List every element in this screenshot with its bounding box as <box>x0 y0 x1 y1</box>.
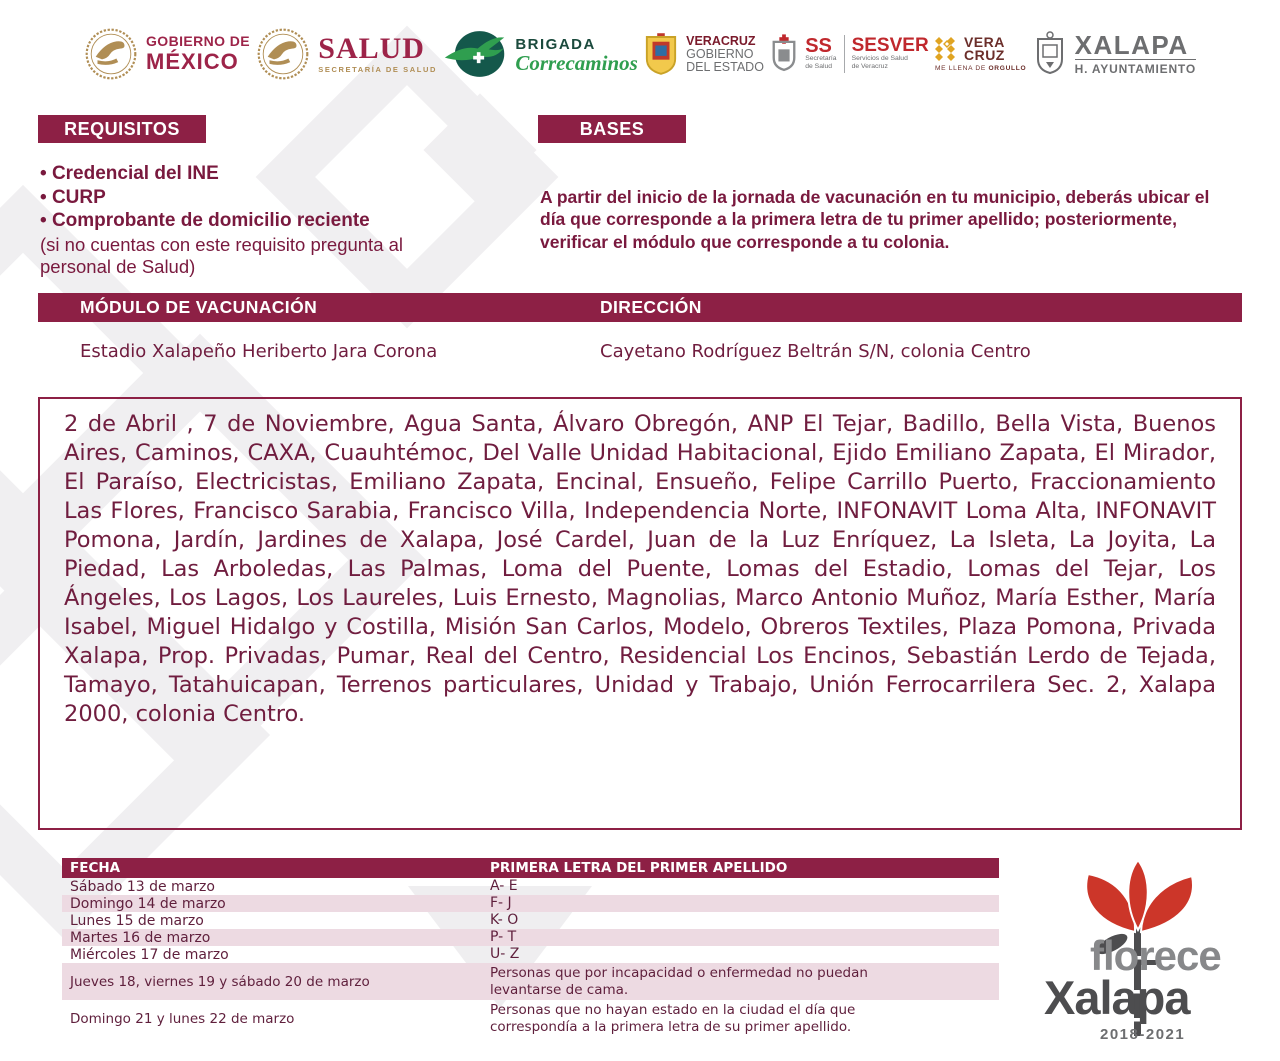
de-veracruz-label: de Veracruz <box>851 63 888 70</box>
mexico-label: MÉXICO <box>146 49 239 74</box>
veracruz-shield-icon <box>644 32 678 76</box>
xalapa-shield-icon <box>1033 31 1067 77</box>
gobierno-label: GOBIERNO <box>686 46 754 61</box>
veracruz-orgullo-logo <box>935 36 1026 72</box>
schedule-row: Sábado 13 de marzo A- E <box>70 878 518 895</box>
salud-shield-icon <box>770 34 798 74</box>
module-table-header <box>38 293 1242 322</box>
address-column-header: DIRECCIÓN <box>600 297 702 317</box>
xalapa-ayuntamiento-logo <box>1033 31 1196 77</box>
florece-label: florece <box>1090 932 1221 979</box>
secretaria-label: Secretaría <box>805 55 837 62</box>
cruz-label: CRUZ <box>963 46 1005 63</box>
letra-column-header: PRIMERA LETRA DEL PRIMER APELLIDO <box>490 859 788 876</box>
roadrunner-bird-icon <box>443 28 507 80</box>
mexico-eagle-seal-icon <box>84 27 138 81</box>
xalapa-label: XALAPA <box>1074 29 1189 60</box>
requisitos-list <box>40 162 490 279</box>
schedule-row: Lunes 15 de marzo K- O <box>70 912 519 929</box>
veracruz-gobierno-logo <box>644 32 764 76</box>
requisitos-badge: REQUISITOS <box>38 115 206 143</box>
schedule-row: Domingo 14 de marzo F- J <box>62 895 999 912</box>
module-table-row <box>38 341 1242 362</box>
brigada-label: BRIGADA <box>515 35 596 53</box>
colonias-box <box>38 397 1242 830</box>
schedule-row: Martes 16 de marzo P- T <box>62 929 999 946</box>
servicios-salud-label: Servicios de Salud <box>851 55 908 62</box>
schedule-header-row <box>62 858 999 878</box>
bases-paragraph: A partir del inicio de la jornada de vacunación en tu municipio, deberás ubicar el día que corresponde a la primera letra de tu primer apellido; posteriormente, verificar el módulo que corresponde a tu colonia. <box>540 186 1210 252</box>
secretaria-salud-label: SECRETARÍA DE SALUD <box>318 64 438 74</box>
years-label: 2018-2021 <box>1100 1026 1186 1043</box>
ayuntamiento-label: H. AYUNTAMIENTO <box>1075 59 1196 76</box>
logo-bar <box>84 22 1196 86</box>
ss-label: SS <box>805 35 832 57</box>
mexico-eagle-seal-icon <box>256 27 310 81</box>
colonias-text: 2 de Abril , 7 de Noviembre, Agua Santa, Álvaro Obregón, ANP El Tejar, Badillo, Bella Vista, Buenos Aires, Caminos, CAXA, Cuauhtémoc, Del Valle Unidad Habitacional, Ejido Emiliano Zapata, El Mirador, El Paraíso, Electricistas, Emiliano Zapata, Encinal, Ensueño, Felipe Carrillo Puerto, Fraccionamiento Las Flores, Francisco Sarabia, Francisco Villa, Independencia Norte, INFONAVIT Loma Alta, INFONAVIT Pomona, Jardín, Jardines de Xalapa, José Cardel, Juan de la Luz Enríquez, La Isleta, La Joyita, La Piedad, Las Arboledas, Las Palmas, Loma del Puente, Lomas del Estadio, Lomas del Tejar, Los Ángeles, Los Lagos, Los Laureles, Luis Ernesto, Magnolias, Marco Antonio Muñoz, María Esther, María Isabel, Miguel Hidalgo y Costilla, Misión San Carlos, Modelo, Obreros Textiles, Plaza Pomona, Privada Xalapa, Prop. Privadas, Pumar, Real del Centro, Residencial Los Encinos, Sebastián Lerdo de Tejada, Tamayo, Tatahuicapan, Terrenos particulares, Unidad y Trabajo, Unión Ferrocarrilera Sec. 2, Xalapa 2000, colonia Centro. <box>64 411 1216 727</box>
veracruz-label: VERACRUZ <box>686 33 756 48</box>
salud-label: SALUD <box>318 31 425 65</box>
florece-xalapa-logo <box>1038 860 1250 1058</box>
requisitos-note: (si no cuentas con este requisito pregunta al personal de Salud) <box>40 233 404 277</box>
schedule-row: Miércoles 17 de marzo U- Z <box>70 946 520 963</box>
divider <box>844 35 845 73</box>
gobierno-mexico-logo <box>84 27 250 81</box>
orgullo-tagline: ME LLENA DE ORGULLO <box>934 65 1027 72</box>
salud-logo <box>256 27 437 81</box>
schedule-table <box>62 858 999 1037</box>
module-column-header: MÓDULO DE VACUNACIÓN <box>80 297 318 317</box>
correcaminos-label: Correcaminos <box>515 50 638 75</box>
requisito-item: • Comprobante de domicilio reciente <box>40 209 490 233</box>
del-estado-label: DEL ESTADO <box>686 59 764 74</box>
module-name: Estadio Xalapeño Heriberto Jara Corona <box>80 341 438 362</box>
de-salud-label: de Salud <box>805 63 833 70</box>
brigada-correcaminos-logo <box>443 28 638 80</box>
requisito-item: • CURP <box>40 186 490 210</box>
bases-badge: BASES <box>538 115 686 143</box>
greca-pattern-icon <box>935 37 959 61</box>
schedule-row: Jueves 18, viernes 19 y sábado 20 de marzo Personas que por incapacidad o enfermedad no puedan levantarse de cama. <box>62 963 999 1000</box>
schedule-row: Domingo 21 y lunes 22 de marzo Personas que no hayan estado en la ciudad el día que correspondía a la primera letra de su primer apellido. <box>70 1002 856 1035</box>
module-address: Cayetano Rodríguez Beltrán S/N, colonia Centro <box>600 341 1031 362</box>
gobierno-de-label: GOBIERNO DE <box>146 33 250 49</box>
ss-sesver-logo <box>770 34 928 74</box>
requisito-item: • Credencial del INE <box>40 162 490 186</box>
vera-label: VERA <box>963 34 1005 50</box>
sesver-label: SESVER <box>851 35 929 56</box>
xalapa-label: Xalapa <box>1044 971 1190 1024</box>
fecha-column-header: FECHA <box>70 860 121 876</box>
